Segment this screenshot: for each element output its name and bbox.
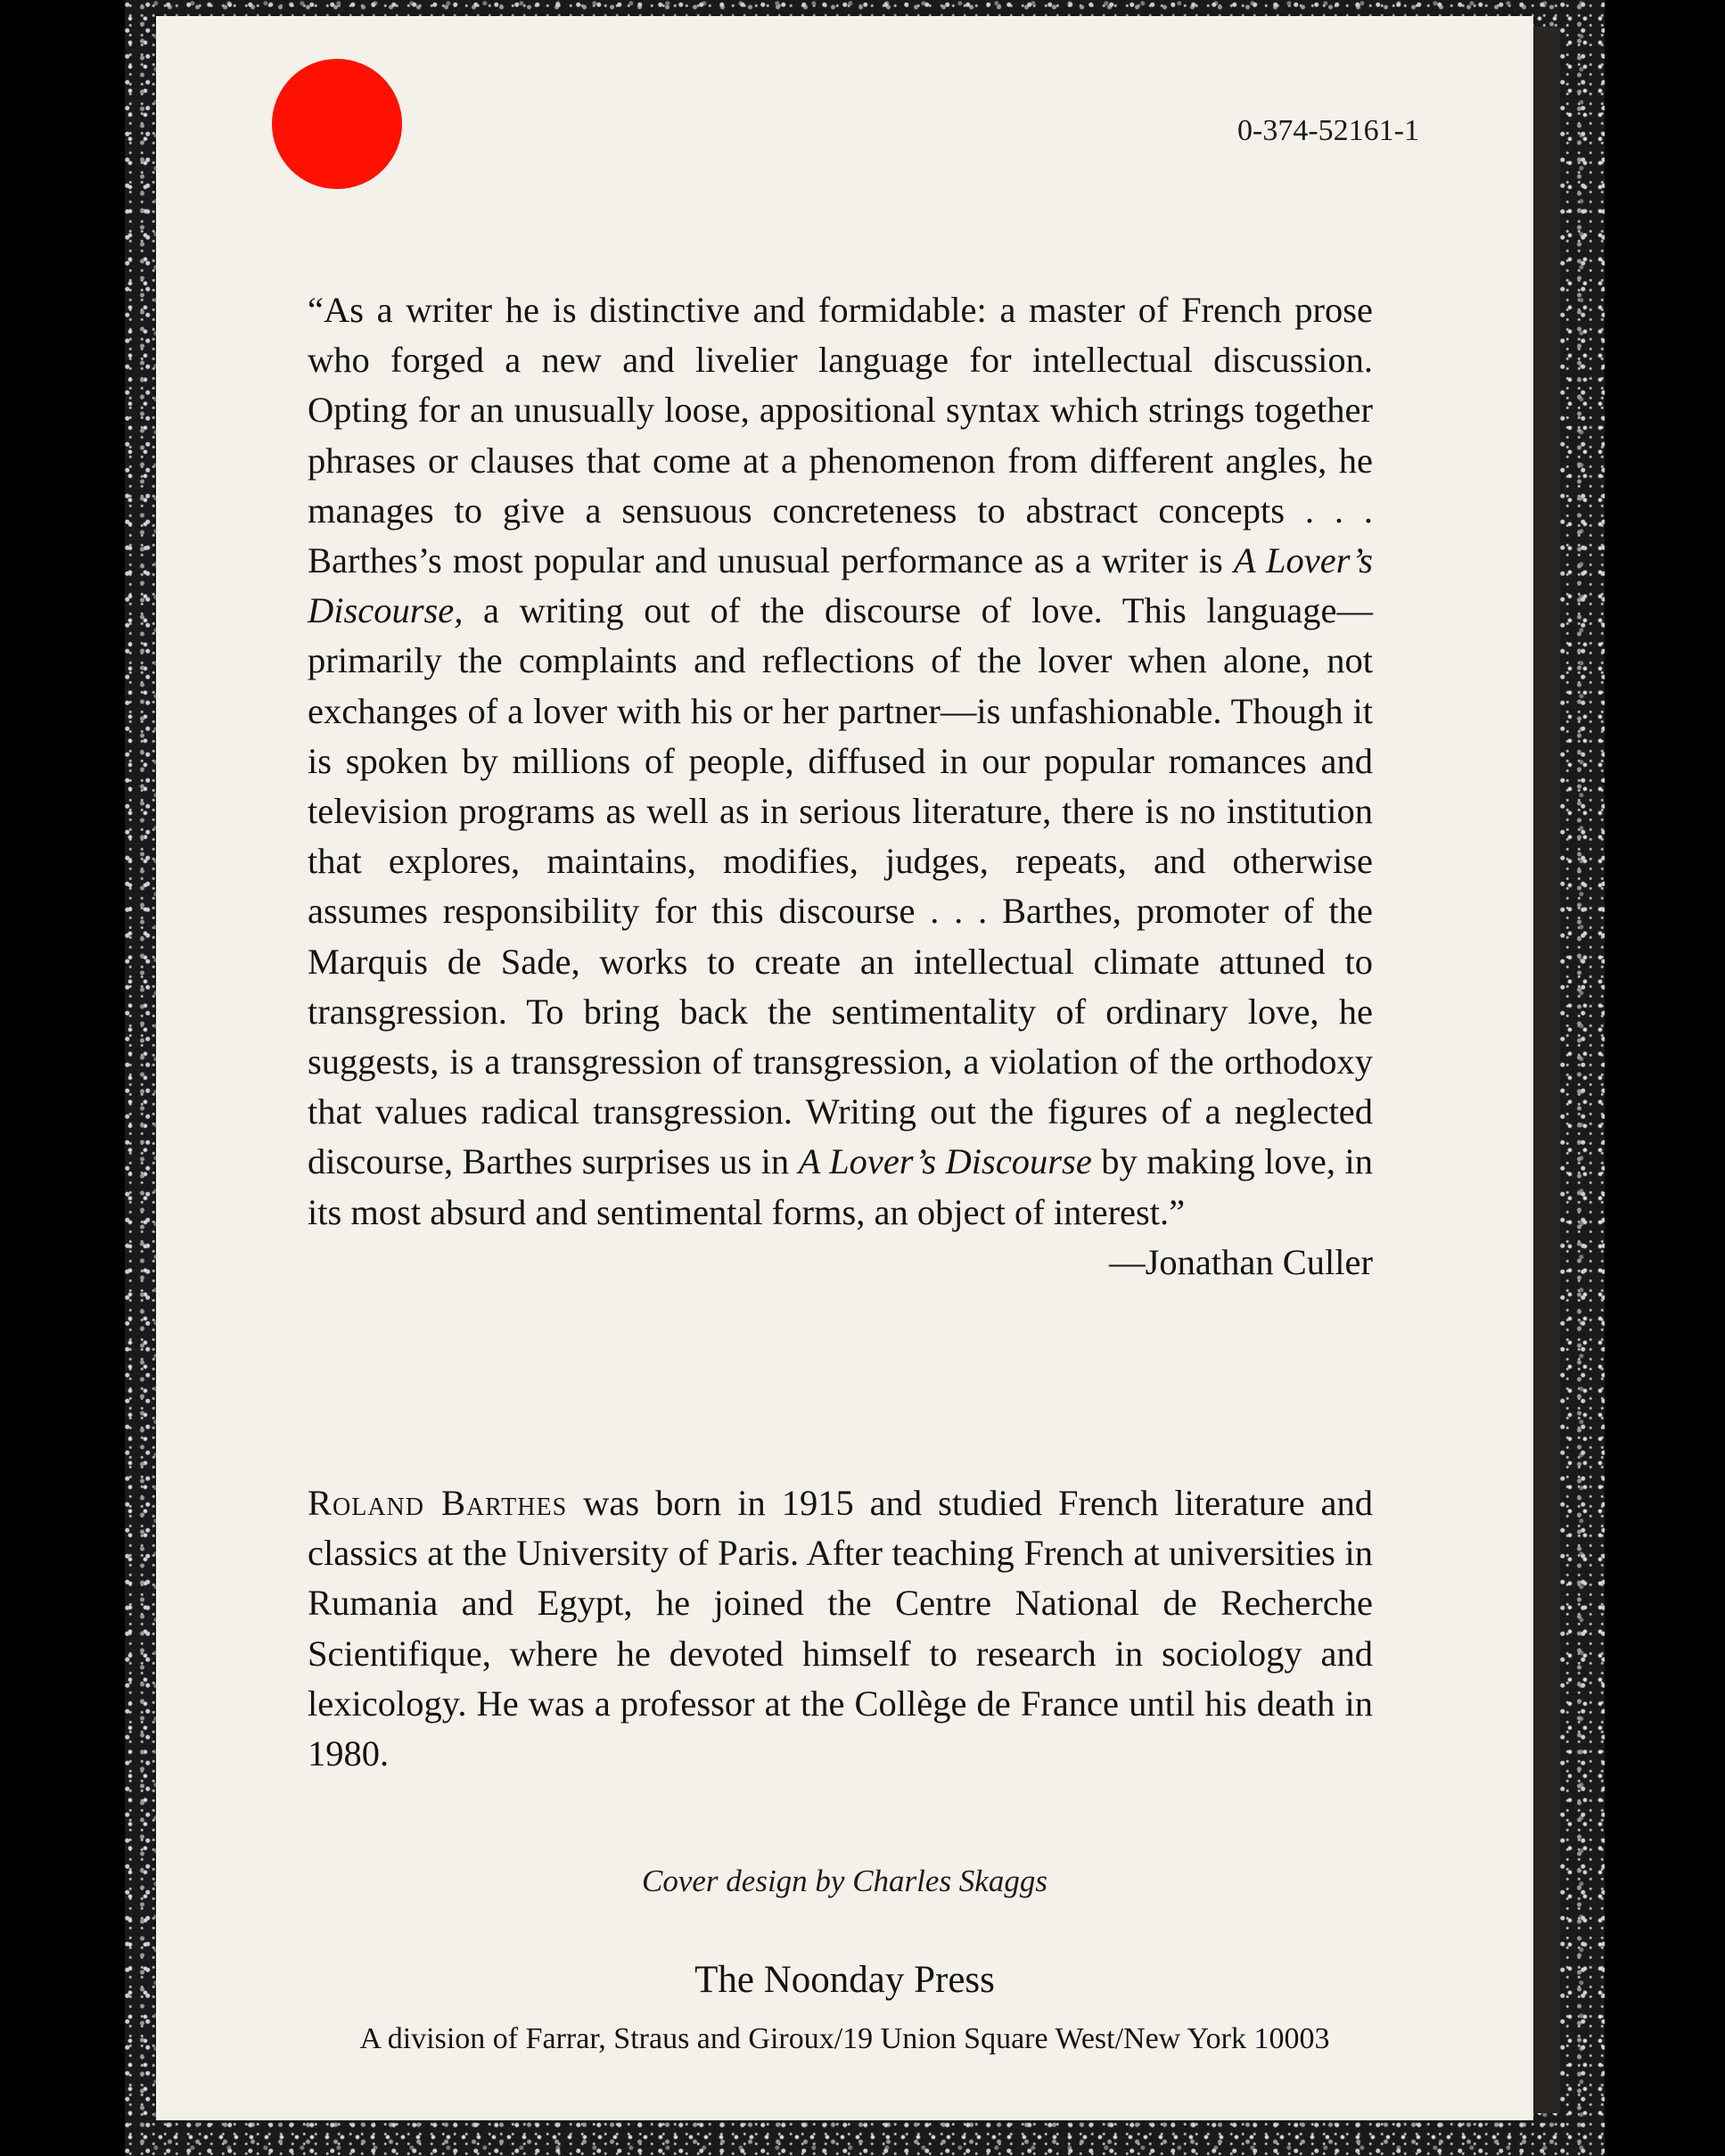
quote-attribution: —Jonathan Culler: [1109, 1241, 1373, 1282]
quote-title-2: A Lover’s Discourse: [798, 1141, 1092, 1182]
publisher-name: The Noonday Press: [694, 1959, 995, 2001]
isbn: 0-374-52161-1: [1237, 114, 1419, 147]
quote-part-2: a writing out of the discourse of love. This language—primarily the complaints and reflections of the lover when alone, not exchanges of a lover with his or her partner—is unfashionable. Though it is spoken by millions of people, diffused in our popular romances and television programs as well as in serious literature, there is no institution that explores, maintains, modifies, judges, repeats, and otherwise assumes responsibility for this discourse . . . Barthes, promoter of the Marquis de Sade, works to create an intellectual climate attuned to transgression. To bring back the sentimentality of ordinary love, he suggests, is a transgression of transgression, a violation of the orthodoxy that values radical transgression. Writing out the figures of a neglected discourse, Barthes surprises us in: [308, 590, 1373, 1182]
author-bio: [308, 1478, 1373, 1779]
review-quote: [308, 285, 1373, 1288]
cover-edge: [1533, 27, 1560, 2113]
red-sticker: [272, 59, 402, 189]
bio-text: was born in 1915 and studied French literature and classics at the University of Paris. After teaching French at universities in Rumania and Egypt, he joined the Centre National de Recherche Scientifique, where he devoted himself to research in sociology and lexicology. He was a professor at the Collège de France until his death in 1980.: [308, 1483, 1373, 1774]
quote-part-1: “As a writer he is distinctive and formidable: a master of French prose who forged a new and livelier language for intellectual discussion. Opting for an unusually loose, appositional syntax which strings together phrases or clauses that come at a phenomenon from different angles, he manages to give a sensuous concreteness to abstract concepts . . . Barthes’s most popular and unusual performance as a writer is: [308, 290, 1373, 581]
quote-title-1: A Lover’s Discourse,: [308, 540, 1373, 631]
quote-part-3: by making love, in its most absurd and sentimental forms, an object of interest.”: [308, 1141, 1373, 1232]
cover-design-credit: Cover design by Charles Skaggs: [642, 1864, 1047, 1898]
back-cover: [156, 16, 1533, 2120]
author-name: Roland Barthes: [308, 1483, 568, 1523]
publisher-division: A division of Farrar, Straus and Giroux/19 Union Square West/New York 10003: [359, 2022, 1330, 2055]
